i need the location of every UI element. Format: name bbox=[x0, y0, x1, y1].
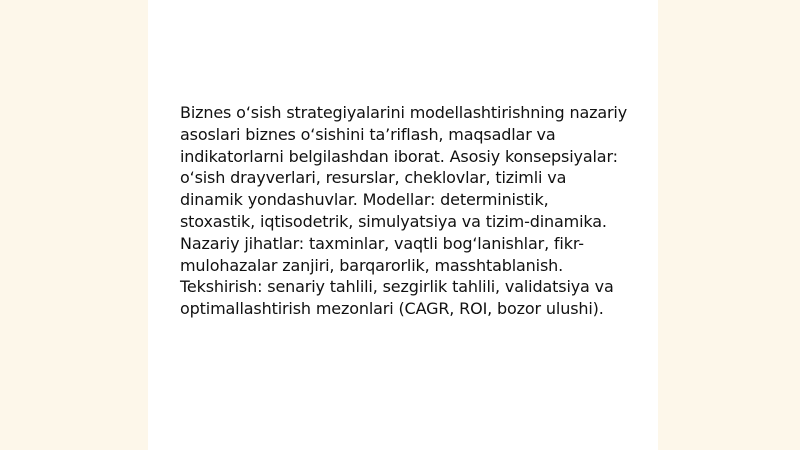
body-paragraph: Biznes o‘sish strategiyalarini modellashtirishning nazariy asoslari biznes o‘sishini ta’riflash, maqsadlar va indikatorlarni belgilashdan iborat. Asosiy konsepsiyalar: o‘sish drayverlari, resurslar, cheklovlar, tizimli va dinamik yondashuvlar. Modellar: deterministik, stoxastik, iqtisodetrik, simulyatsiya va tizim-dinamika. Nazariy jihatlar: taxminlar, vaqtli bog‘lanishlar, fikr-mulohazalar zanjiri, barqarorlik, masshtablanish. Tekshirish: senariy tahlili, sezgirlik tahlili, validatsiya va optimallashtirish mezonlari (CAGR, ROI, bozor ulushi). bbox=[180, 103, 628, 319]
document-page bbox=[148, 0, 658, 450]
